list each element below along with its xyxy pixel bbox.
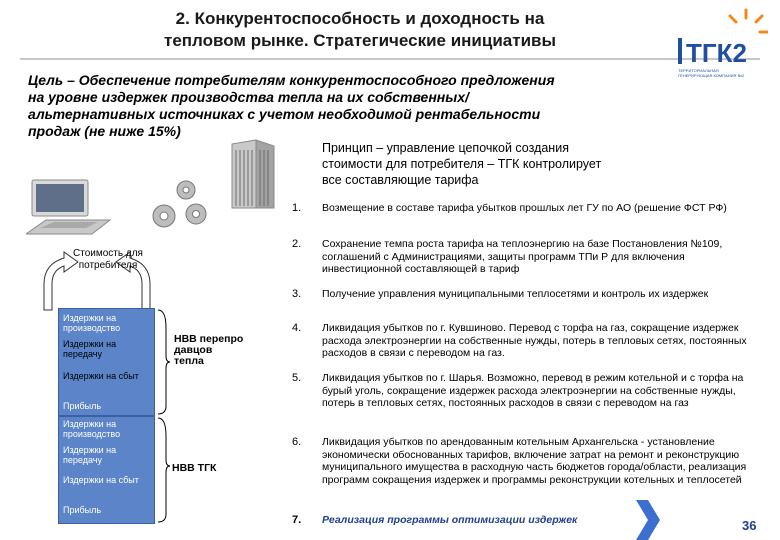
cost-stack-resellers xyxy=(58,308,155,416)
list-number: 5. xyxy=(292,372,302,384)
gears-icon xyxy=(150,176,220,240)
stack-segment: Издержки на передачу xyxy=(63,445,117,465)
slide-title xyxy=(120,8,600,52)
stack-segment: Издержки на производство xyxy=(63,313,121,333)
cost-stack-tgk xyxy=(58,416,155,524)
list-number: 3. xyxy=(292,288,302,300)
stack-segment: Издержки на сбыт xyxy=(63,475,139,485)
logo-wordmark: ТГК2 xyxy=(686,38,747,68)
list-item: Ликвидация убытков по арендованным котельным Архангельска - установление экономически обоснованных тарифов, включение затрат на ремонт и реконструкцию муниципального имущества в расходную часть бюджетов города/области, реализация программ сокращения издержек и программы реконструкции котельных и теплосетей xyxy=(322,436,747,486)
principle-text xyxy=(322,140,642,188)
stack-segment: Издержки на передачу xyxy=(63,339,117,359)
title-line-2: тепловом рынке. Стратегические инициативы xyxy=(164,31,556,50)
list-item: Сохранение темпа роста тарифа на теплоэнергию на базе Постановления №109, соглашений с Администрациями, защиты программ ТПи Р для включения инвестиционной составляющей в тариф xyxy=(322,238,723,275)
goal-line: продаж (не ниже 15%) xyxy=(28,123,181,139)
bracket-icon xyxy=(156,308,170,524)
stack-segment: Издержки на производство xyxy=(63,419,121,439)
logo-bar xyxy=(678,38,682,64)
list-number: 7. xyxy=(292,514,302,526)
sun-rays-icon xyxy=(730,10,767,32)
goal-text xyxy=(28,72,668,140)
stack-segment: Прибыль xyxy=(63,401,102,411)
logo-subtext: ТЕРРИТОРИАЛЬНАЯ ГЕНЕРИРУЮЩАЯ КОМПАНИЯ №2 xyxy=(678,68,745,78)
goal-line: на уровне издержек производства тепла на их собственных/ xyxy=(28,89,469,105)
title-divider xyxy=(20,58,760,60)
title-line-1: 2. Конкурентоспособность и доходность на xyxy=(175,9,545,28)
list-number: 2. xyxy=(292,238,302,250)
list-number: 1. xyxy=(292,202,302,214)
goal-line: Цель – Обеспечение потребителям конкурентоспособного предложения xyxy=(28,72,555,88)
list-item: Реализация программы оптимизации издержек xyxy=(322,514,578,526)
list-item: Возмещение в составе тарифа убытков прошлых лет ГУ по АО (решение ФСТ РФ) xyxy=(322,202,727,214)
list-item: Ликвидация убытков по г. Кувшиново. Перевод с торфа на газ, сокращение издержек расхода электроэнергии на собственные нужды, потерь в тепловых сетях, постоянных расходов в связи с переводом на газ. xyxy=(322,322,747,359)
list-number: 6. xyxy=(292,436,302,448)
nvv-tgk-label: НВВ ТГК xyxy=(172,462,217,474)
goal-line: альтернативных источниках с учетом необходимой рентабельности xyxy=(28,106,541,122)
page-number: 36 xyxy=(742,518,757,533)
laptop-icon xyxy=(26,176,116,246)
chevron-right-icon xyxy=(634,500,660,540)
building-icon xyxy=(226,138,278,210)
list-item: Получение управления муниципальными теплосетями и контроль их издержек xyxy=(322,288,709,300)
nvv-resellers-label: НВВ перепро давцов тепла xyxy=(174,333,244,367)
cost-for-consumer-label: Стоимость для потребителя xyxy=(73,248,143,271)
principle-line: стоимости для потребителя – ТГК контролирует xyxy=(322,157,602,171)
list-item: Ликвидация убытков по г. Шарья. Возможно, перевод в режим котельной и с торфа на бурый уголь, сокращение издержек расхода электроэнергии на собственные нужды, потерь в тепловых сетях, постоянных расходов в связи с переводом на газ xyxy=(322,372,744,409)
stack-segment: Издержки на сбыт xyxy=(63,371,139,381)
list-number: 4. xyxy=(292,322,302,334)
stack-segment: Прибыль xyxy=(63,505,102,515)
principle-line: все составляющие тарифа xyxy=(322,173,479,187)
principle-line: Принцип – управление цепочкой создания xyxy=(322,141,569,155)
